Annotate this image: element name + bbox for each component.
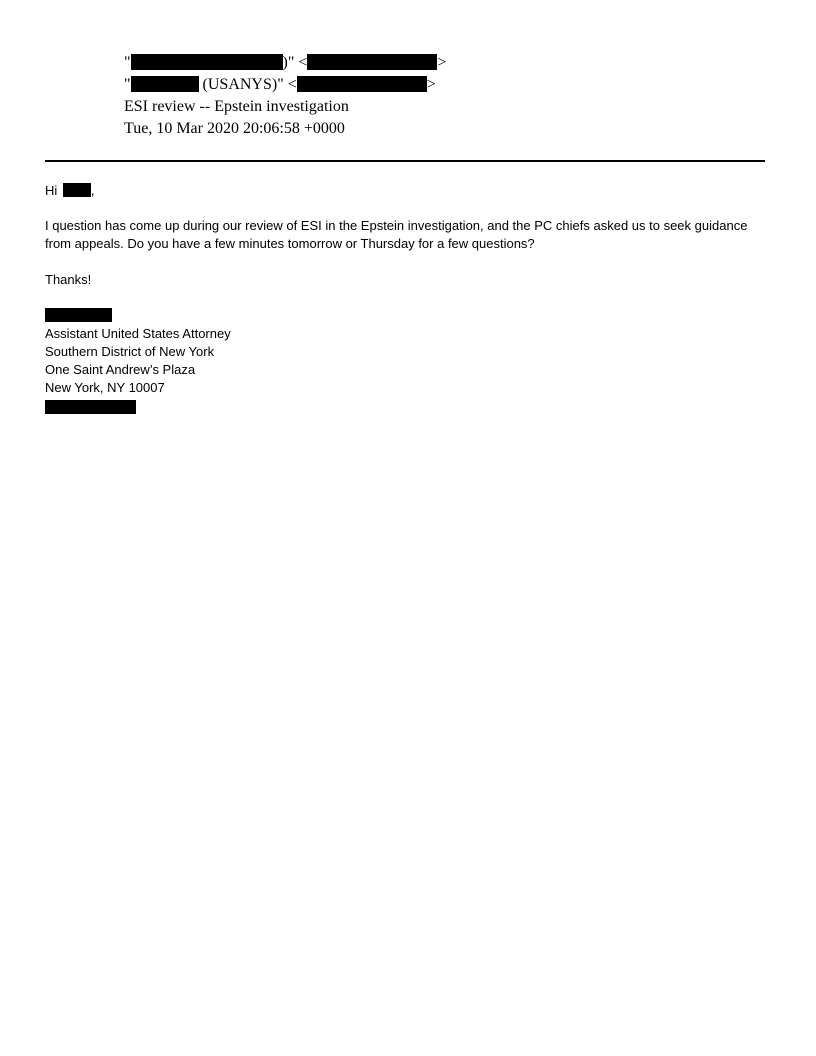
from-value (124, 52, 446, 74)
header-divider (45, 160, 765, 162)
from-close: > (437, 54, 447, 71)
to-mid: (USANYS)" < (198, 76, 297, 93)
redaction-block (63, 183, 91, 197)
closing-thanks: Thanks! (45, 272, 92, 287)
redaction-block (307, 54, 437, 70)
redaction-block (297, 76, 427, 92)
signature-office: Southern District of New York (45, 344, 215, 359)
redaction-block (131, 76, 199, 92)
redaction-block (45, 400, 136, 414)
date-value: Tue, 10 Mar 2020 20:06:58 +0000 (124, 120, 345, 137)
greeting-word: Hi (45, 183, 58, 198)
message-paragraph: I question has come up during our review of ESI in the Epstein investigation, and the PC chiefs asked us to seek guidance from appeals. Do you have a few minutes tomorrow or Thursday for a few questions? (45, 218, 748, 251)
greeting-comma: , (90, 183, 95, 198)
from-mid: )" < (282, 54, 308, 71)
from-open-quote: " (124, 54, 131, 71)
redaction-block (131, 54, 283, 70)
greeting (45, 182, 95, 200)
redaction-block (45, 308, 112, 322)
to-open-quote: " (124, 76, 131, 93)
to-close: > (426, 76, 436, 93)
signature-title: Assistant United States Attorney (45, 326, 231, 341)
subject-value: ESI review -- Epstein investigation (124, 98, 349, 115)
signature-address-line2: New York, NY 10007 (45, 380, 165, 395)
to-value (124, 74, 436, 96)
signature-address-line1: One Saint Andrew’s Plaza (45, 362, 196, 377)
